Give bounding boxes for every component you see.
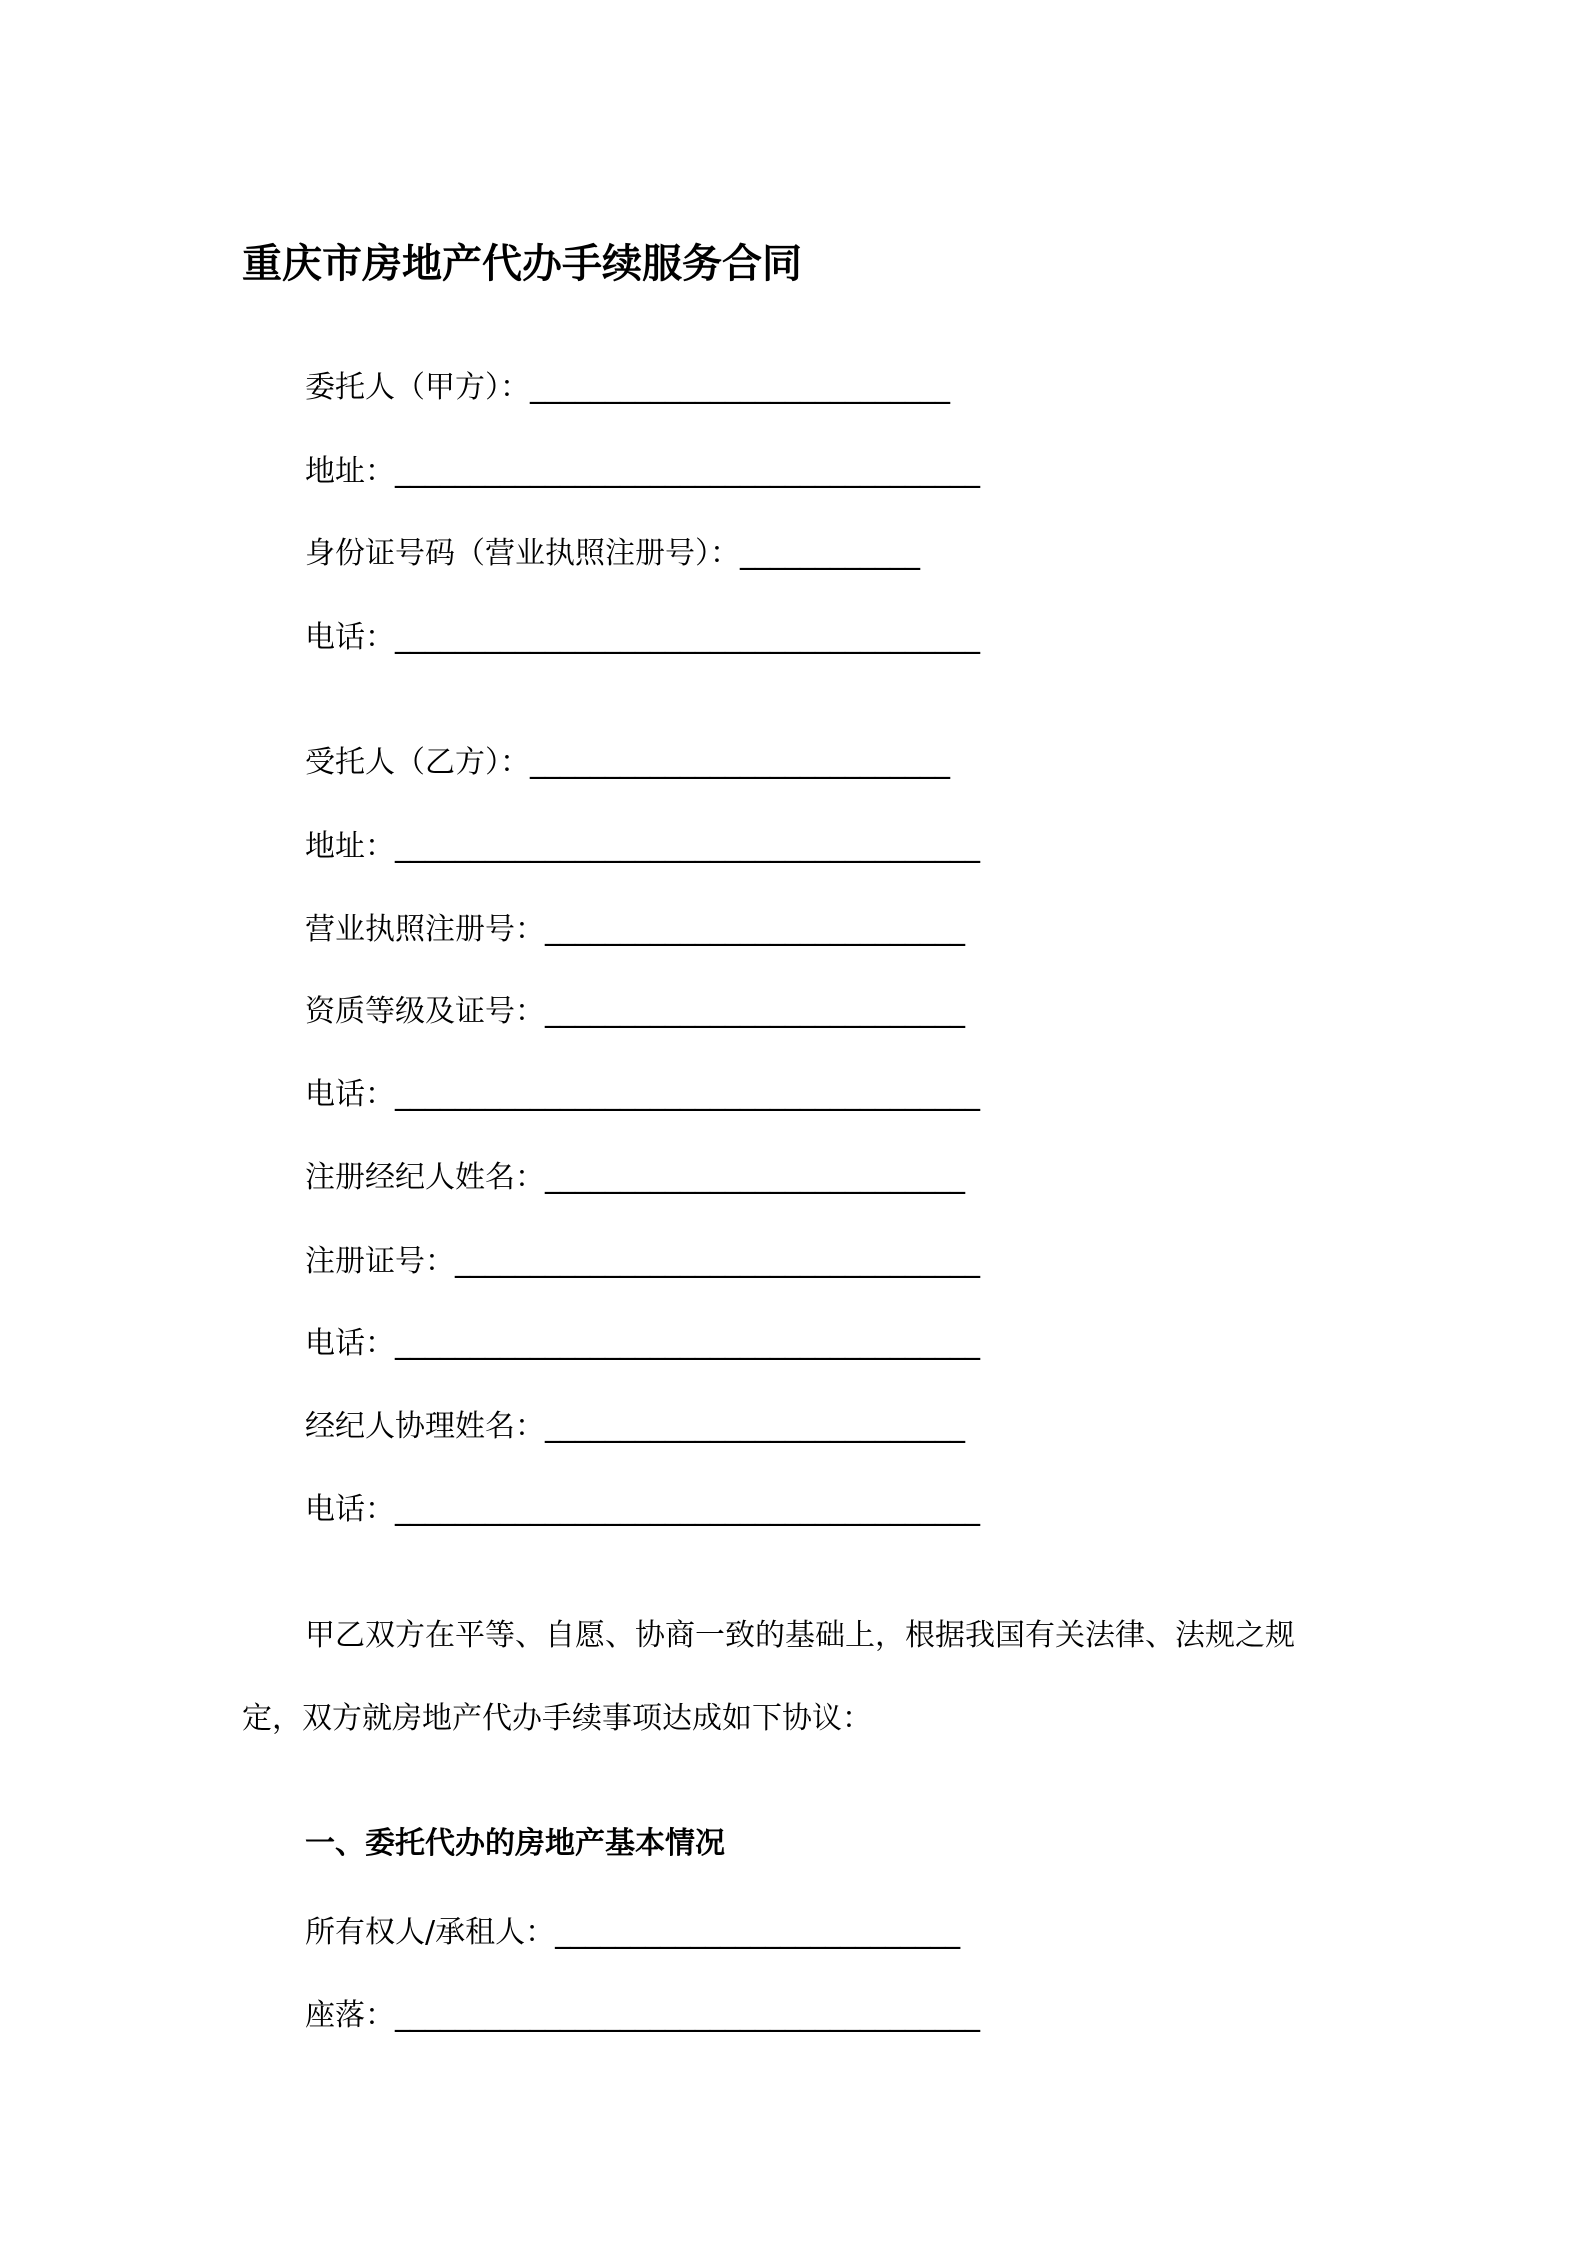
- fill-in-blank: _______________________________________: [395, 454, 980, 489]
- party-b-phone-field-3: [305, 1488, 980, 1532]
- fill-in-blank: ____________________________: [545, 994, 965, 1029]
- owner-field: [305, 1911, 960, 1955]
- field-label: 电话：: [305, 1326, 395, 1361]
- fill-in-blank: ____________________________: [530, 745, 950, 780]
- party-a-client-field: [305, 366, 950, 410]
- party-b-broker-name-field: [305, 1156, 965, 1200]
- fill-in-blank: ____________: [740, 536, 920, 571]
- party-a-address-field: [305, 450, 980, 494]
- fill-in-blank: _______________________________________: [395, 1077, 980, 1112]
- party-a-id-field: [305, 532, 920, 576]
- field-label: 受托人（乙方）：: [305, 745, 530, 780]
- party-b-phone-field-2: [305, 1322, 980, 1366]
- field-label: 电话：: [305, 1492, 395, 1527]
- field-label: 座落：: [305, 1998, 395, 2033]
- party-b-qualification-field: [305, 990, 965, 1034]
- field-label: 委托人（甲方）：: [305, 370, 530, 405]
- field-label: 地址：: [305, 454, 395, 489]
- fill-in-blank: _______________________________________: [395, 620, 980, 655]
- fill-in-blank: ___________________________________: [455, 1244, 980, 1279]
- fill-in-blank: _______________________________________: [395, 1326, 980, 1361]
- field-label: 营业执照注册号：: [305, 912, 545, 947]
- document-title: 重庆市房地产代办手续服务合同: [242, 241, 802, 287]
- field-label: 注册经纪人姓名：: [305, 1160, 545, 1195]
- field-label: 经纪人协理姓名：: [305, 1409, 545, 1444]
- fill-in-blank: _______________________________________: [395, 1492, 980, 1527]
- party-b-license-field: [305, 908, 965, 952]
- intro-paragraph-line-2: 定，双方就房地产代办手续事项达成如下协议：: [242, 1701, 872, 1736]
- location-field: [305, 1994, 980, 2038]
- party-b-address-field: [305, 825, 980, 869]
- field-label: 注册证号：: [305, 1244, 455, 1279]
- fill-in-blank: ____________________________: [545, 1409, 965, 1444]
- party-a-phone-field: [305, 616, 980, 660]
- fill-in-blank: _______________________________________: [395, 1998, 980, 2033]
- fill-in-blank: ____________________________: [545, 1160, 965, 1195]
- field-label: 资质等级及证号：: [305, 994, 545, 1029]
- field-label: 身份证号码（营业执照注册号）：: [305, 536, 740, 571]
- fill-in-blank: ___________________________: [555, 1915, 961, 1950]
- fill-in-blank: ____________________________: [530, 370, 950, 405]
- party-b-agent-field: [305, 741, 950, 785]
- intro-paragraph-line-1: 甲乙双方在平等、自愿、协商一致的基础上，根据我国有关法律、法规之规: [305, 1618, 1295, 1653]
- party-b-assistant-name-field: [305, 1405, 965, 1449]
- section-1-heading: 一、委托代办的房地产基本情况: [305, 1826, 725, 1861]
- field-label: 电话：: [305, 620, 395, 655]
- field-label: 电话：: [305, 1077, 395, 1112]
- party-b-registration-number-field: [305, 1240, 980, 1284]
- field-label: 地址：: [305, 829, 395, 864]
- party-b-phone-field: [305, 1073, 980, 1117]
- field-label: 所有权人/承租人：: [305, 1915, 556, 1950]
- fill-in-blank: ____________________________: [545, 912, 965, 947]
- fill-in-blank: _______________________________________: [395, 829, 980, 864]
